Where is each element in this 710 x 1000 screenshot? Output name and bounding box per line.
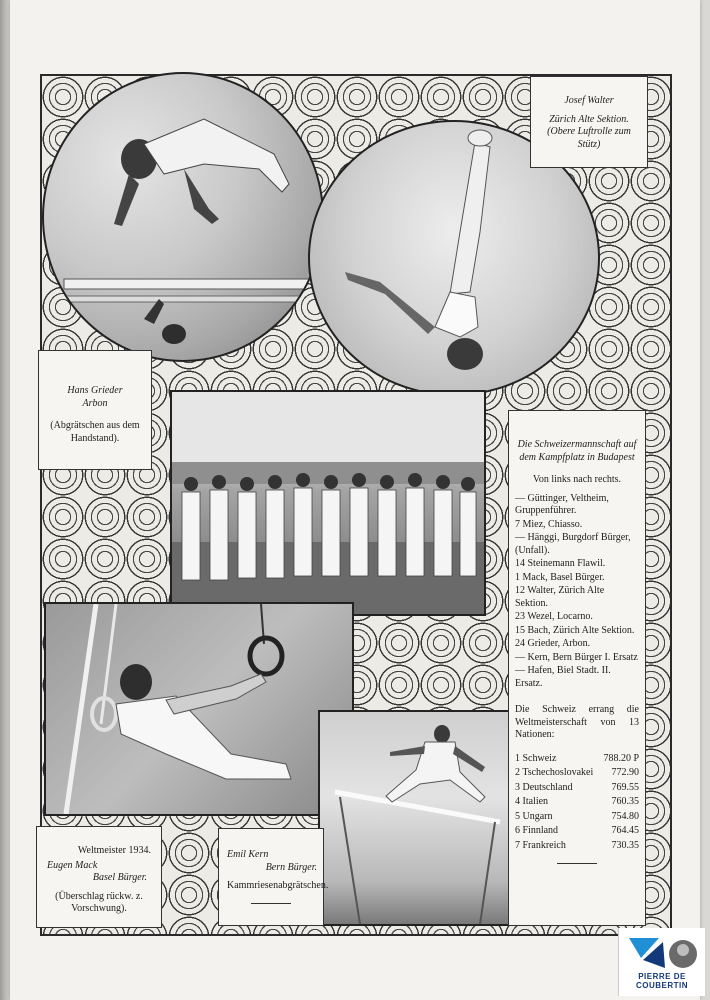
- caption-grieder-move: (Abgrätschen aus dem Handstand).: [50, 420, 140, 444]
- team-member: — Hänggi, Burgdorf Bürger, (Unfall).: [515, 532, 631, 556]
- caption-walter-club: Zürich Alte Sektion.: [549, 113, 629, 125]
- table-row: [515, 766, 639, 781]
- results-table: [515, 752, 639, 854]
- team-member: 1 Mack, Basel Bürger.: [515, 571, 605, 583]
- table-row: [515, 810, 639, 825]
- photo-gymnast-bar: [42, 72, 324, 362]
- team-member: 15 Bach, Zürich Alte Sektion.: [515, 624, 635, 636]
- table-row: [515, 839, 639, 854]
- caption-eugen-mack: [36, 826, 162, 928]
- logo-text: PIERRE DE COUBERTIN: [635, 972, 689, 990]
- pierre-de-coubertin-logo: [618, 928, 705, 996]
- team-member: 12 Walter, Zürich Alte Sektion.: [515, 585, 605, 609]
- result-rank: 6 Finnland: [515, 825, 559, 836]
- result-points: 764.45: [611, 825, 639, 836]
- caption-grieder-club: Arbon: [82, 397, 108, 409]
- table-row: [515, 824, 639, 839]
- decorative-divider: [251, 903, 291, 904]
- team-results-box: [508, 410, 646, 926]
- caption-mack-move: (Überschlag rückw. z. Vorschwung).: [55, 890, 143, 914]
- result-rank: 1 Schweiz: [515, 752, 557, 764]
- result-points: 769.55: [611, 781, 639, 793]
- photo-swiss-team-lineup: [170, 390, 486, 616]
- result-points: 760.35: [611, 796, 639, 807]
- caption-kern-club: Bern Bürger.: [265, 861, 317, 873]
- team-member: — Hafen, Biel Stadt. II. Ersatz.: [515, 665, 611, 689]
- results-summary: Die Schweiz errang die Weltmeisterschaft von 13 Nationen:: [515, 704, 639, 740]
- photo-eugen-mack-rings: [44, 602, 354, 816]
- caption-hans-grieder: [38, 350, 152, 470]
- team-member: — Kern, Bern Bürger I. Ersatz: [515, 651, 638, 663]
- team-member: 23 Wezel, Locarno.: [515, 611, 593, 622]
- result-rank: 7 Frankreich: [515, 839, 566, 851]
- decorative-divider: [557, 863, 597, 864]
- result-rank: 2 Tschechoslovakei: [515, 767, 594, 778]
- team-member: 7 Miez, Chiasso.: [515, 518, 583, 530]
- caption-josef-walter: [530, 76, 648, 168]
- coubertin-logo-icon: [619, 928, 705, 978]
- result-points: 788.20 P: [603, 752, 639, 764]
- table-row: [515, 795, 639, 810]
- caption-walter-move: (Obere Luftrolle zum Stütz): [547, 126, 631, 150]
- table-row: [515, 752, 639, 767]
- result-points: 754.80: [611, 810, 639, 822]
- photo-emil-kern-high-bar: [318, 710, 512, 926]
- result-rank: 3 Deutschland: [515, 781, 573, 793]
- team-subheading: Von links nach rechts.: [532, 474, 622, 485]
- team-heading: Die Schweizermannschaft auf dem Kampfplatz in Budapest: [517, 439, 637, 463]
- result-rank: 4 Italien: [515, 796, 549, 807]
- caption-emil-kern: [218, 828, 329, 926]
- caption-mack-name: Eugen Mack: [47, 859, 98, 871]
- team-member-list: [515, 493, 639, 691]
- caption-mack-club: Basel Bürger.: [92, 872, 147, 883]
- team-member: 14 Steinemann Flawil.: [515, 558, 606, 569]
- caption-kern-move: Kammriesenabgrätschen.: [227, 880, 329, 891]
- result-points: 772.90: [611, 767, 639, 778]
- team-member: — Güttinger, Veltheim, Gruppenführer.: [515, 492, 609, 516]
- caption-grieder-name: Hans Grieder: [67, 385, 123, 396]
- team-member: 24 Grieder, Arbon.: [515, 638, 591, 649]
- caption-walter-name: Josef Walter: [564, 95, 614, 106]
- result-rank: 5 Ungarn: [515, 810, 553, 822]
- result-points: 730.35: [611, 839, 639, 851]
- caption-kern-name: Emil Kern: [227, 849, 269, 860]
- caption-mack-title: Weltmeister 1934.: [77, 845, 151, 856]
- table-row: [515, 781, 639, 796]
